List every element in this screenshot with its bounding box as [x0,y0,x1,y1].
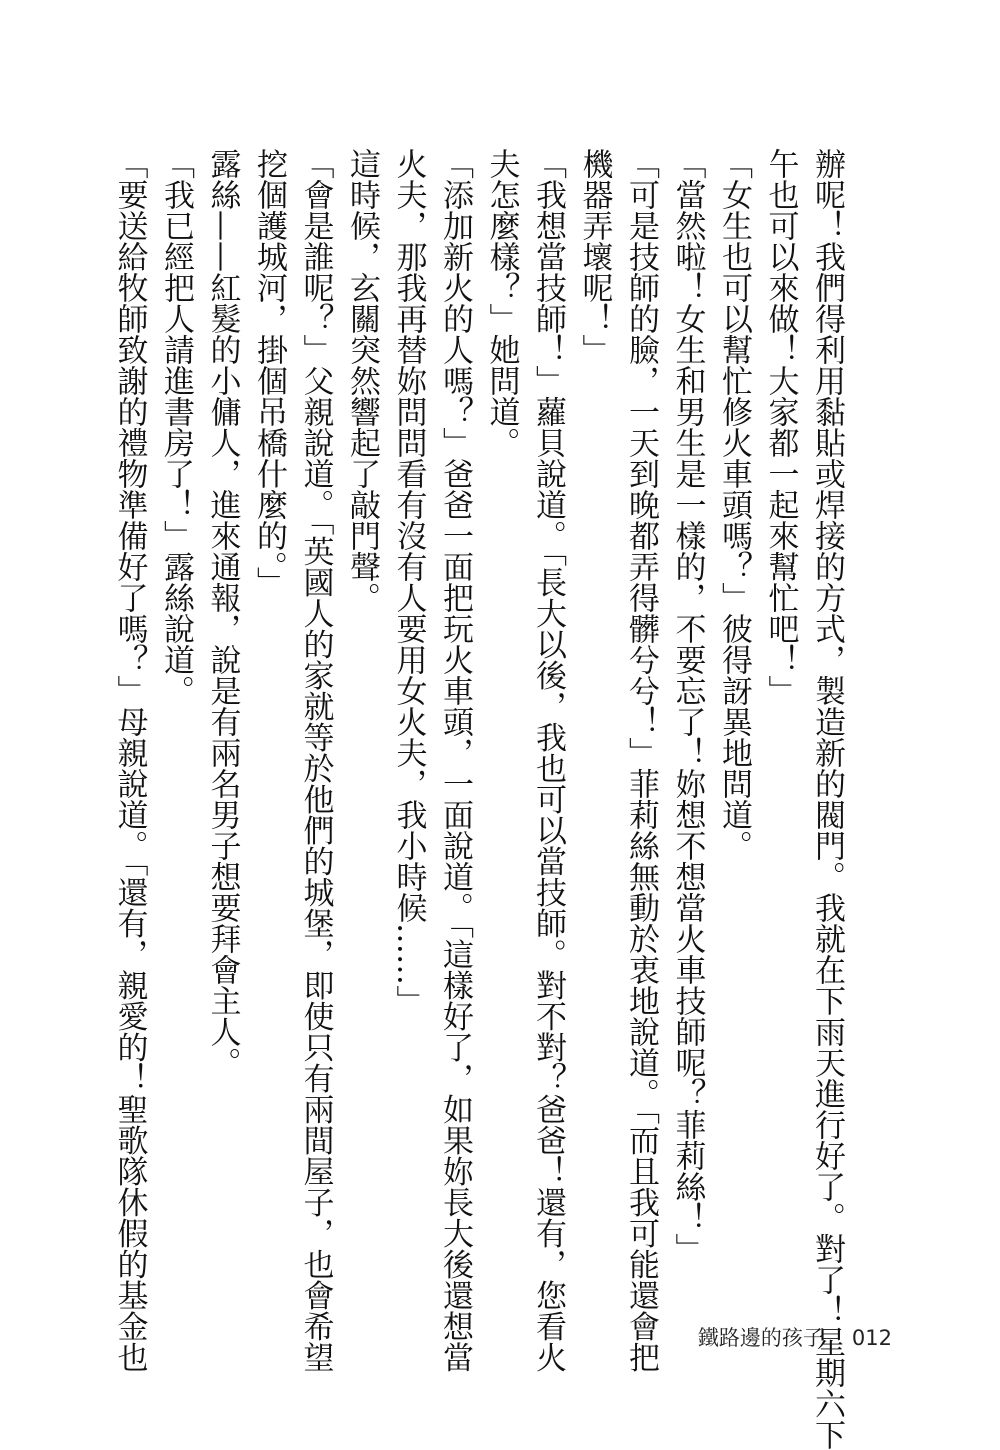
text-line-3: 「女生也可以幫忙修火車頭嗎？」彼得訝異地問道。 [716,148,752,861]
book-title: 鐵路邊的孩子 [697,1326,824,1350]
text-line-8: 夫怎麼樣？」她問道。 [483,148,520,458]
text-line-10: 火夫，那我再替妳問問看有沒有人要用女火夫，我小時候……」 [390,148,427,1016]
text-line-5: 「可是技師的臉，一天到晚都弄得髒兮兮！」菲莉絲無動於衷地說道。「而且我可能還會把 [623,148,659,1373]
text-line-6: 機器弄壞呢！」 [576,148,613,365]
text-line-7: 「我想當技師！」蘿貝說道。「長大以後，我也可以當技師。對不對？爸爸！還有，您看火 [530,148,566,1373]
text-line-16: 「要送給牧師致謝的禮物準備好了嗎？」母親說道。「還有，親愛的！聖歌隊休假的基金也 [111,148,148,1373]
text-line-12: 「會是誰呢？」父親說道。「英國人的家就等於他們的城堡，即使只有兩間屋子，也會希望 [297,148,334,1373]
page-footer [698,1322,892,1352]
text-line-9: 「添加新火的人嗎？」爸爸一面把玩火車頭，一面說道。「這樣好了，如果妳長大後還想當 [437,148,473,1373]
page-number: 012 [851,1326,892,1350]
text-line-1: 辦呢！我們得利用黏貼或焊接的方式，製造新的閥門。我就在下雨天進行好了。對了！星期六下 [809,148,845,1450]
text-line-11: 這時候，玄關突然響起了敲門聲。 [344,148,380,613]
text-line-13: 挖個護城河，掛個吊橋什麼的。」 [251,148,287,598]
text-line-14: 露絲——紅髮的小傭人，進來通報，說是有兩名男子想要拜會主人。 [204,148,241,1078]
text-line-2: 午也可以來做！大家都一起來幫忙吧！」 [762,148,799,706]
text-line-15: 「我已經把人請進書房了！」露絲說道。 [158,148,194,706]
text-line-4: 「當然啦！女生和男生是一樣的，不要忘了！妳想不想當火車技師呢？菲莉絲！」 [669,148,706,1264]
